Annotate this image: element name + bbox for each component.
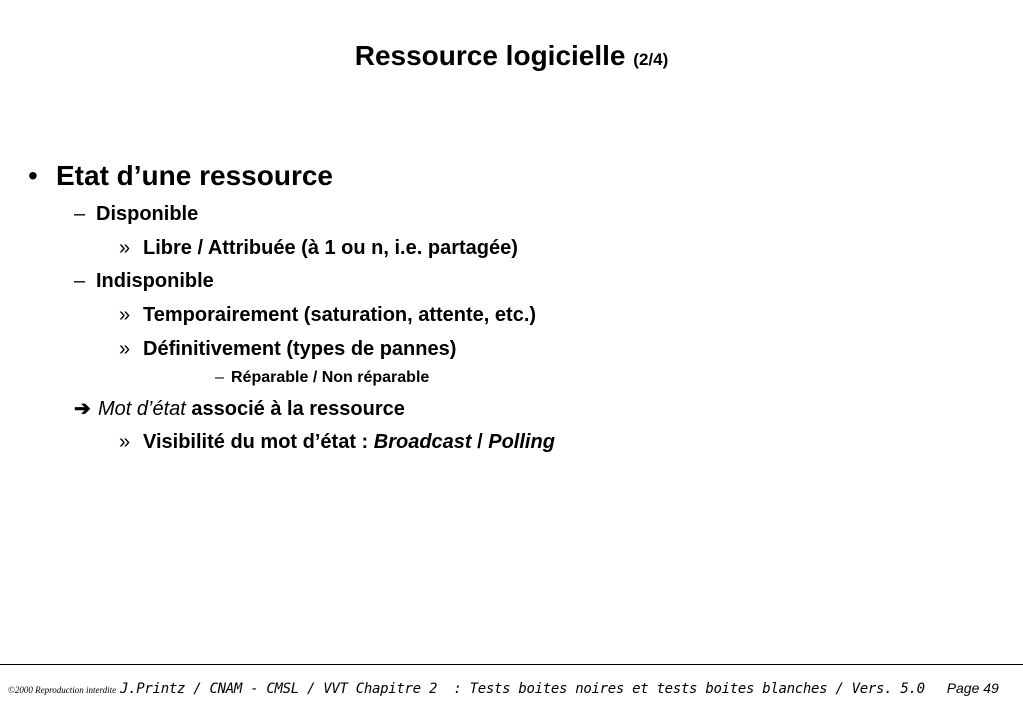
bullet-etat	[28, 160, 333, 192]
chevron-double-right-icon: »	[119, 431, 131, 453]
footer-page-number: Page 49	[946, 680, 999, 696]
bullet-libre	[119, 237, 518, 260]
bullet-definitivement	[119, 338, 456, 361]
arrow-right-icon: ➔	[74, 398, 91, 420]
bullet-reparable-text: Réparable / Non réparable	[231, 369, 430, 386]
chevron-double-right-icon: »	[119, 338, 131, 360]
bullet-libre-text: Libre / Attribuée (à 1 ou n, i.e. partagée)	[143, 237, 518, 259]
dash-icon: –	[215, 369, 224, 386]
slide-title-page-indicator: (2/4)	[633, 50, 669, 69]
footer-copyright: ©2000 Reproduction interdite	[8, 685, 117, 695]
bullet-etat-text: Etat d’une ressource	[56, 160, 333, 191]
slide-title-text: Ressource logicielle	[354, 40, 626, 71]
bullet-visibilite-polling: Polling	[488, 431, 555, 453]
bullet-disponible-text: Disponible	[96, 203, 199, 225]
footer-credit: J.Printz / CNAM - CMSL / VVT Chapitre 2 : Tests boites noires et tests boites blanches / Vers. 5.0	[120, 681, 925, 697]
bullet-mot-etat	[74, 396, 405, 421]
dash-icon: –	[74, 270, 86, 292]
bullet-disponible	[74, 203, 198, 226]
bullet-indisponible	[74, 270, 214, 293]
bullet-visibilite-text: Visibilité du mot d’état :	[143, 431, 374, 453]
bullet-mot-etat-italic: Mot d’état	[98, 398, 186, 420]
bullet-visibilite-separator: /	[471, 431, 489, 453]
bullet-temporairement-text: Temporairement (saturation, attente, etc.)	[143, 304, 537, 326]
footer	[8, 680, 999, 697]
bullet-visibilite	[119, 431, 555, 454]
bullet-dot-icon: •	[28, 160, 38, 191]
bullet-mot-etat-text: associé à la ressource	[185, 398, 405, 420]
bullet-temporairement	[119, 304, 536, 327]
bullet-definitivement-text: Définitivement (types de pannes)	[143, 338, 457, 360]
bullet-reparable	[215, 369, 429, 387]
chevron-double-right-icon: »	[119, 237, 131, 259]
footer-divider	[0, 664, 1023, 665]
dash-icon: –	[74, 203, 86, 225]
bullet-indisponible-text: Indisponible	[96, 270, 214, 292]
slide-title	[0, 40, 1023, 72]
bullet-visibilite-broadcast: Broadcast	[373, 431, 472, 453]
chevron-double-right-icon: »	[119, 304, 131, 326]
